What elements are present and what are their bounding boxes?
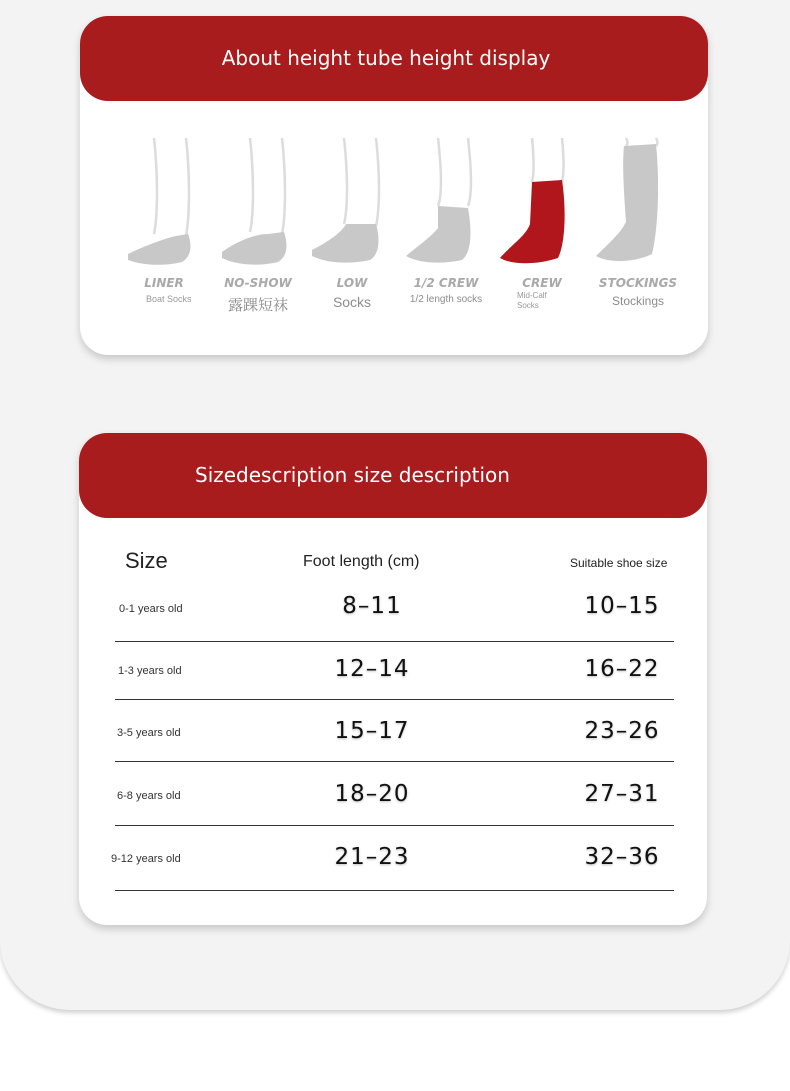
sock-sub: Mid-Calf Socks	[517, 291, 547, 310]
foot-length-cell: 21–23	[334, 844, 410, 870]
sock-name: LINER	[144, 276, 184, 290]
crew-sock-icon	[492, 134, 592, 274]
foot-length-cell: 8–11	[342, 593, 402, 619]
age-cell: 9-12 years old	[111, 853, 181, 865]
foot-length-column-header: Foot length (cm)	[303, 553, 420, 570]
age-cell: 6-8 years old	[117, 790, 181, 802]
row-divider	[115, 825, 674, 826]
table-row	[111, 716, 675, 776]
table-row	[111, 842, 675, 902]
age-cell: 1-3 years old	[118, 665, 182, 677]
shoe-size-cell: 10–15	[584, 593, 660, 619]
sock-stockings	[588, 134, 688, 334]
row-divider	[115, 699, 674, 700]
sock-half-crew	[396, 134, 496, 334]
table-row	[111, 591, 675, 651]
liner-sock-icon	[114, 134, 214, 274]
shoe-size-column-header: Suitable shoe size	[570, 556, 668, 570]
low-sock-icon	[302, 134, 402, 274]
size-description-card	[79, 433, 707, 925]
foot-length-cell: 12–14	[334, 656, 410, 682]
sock-sub: Socks	[332, 294, 372, 310]
sock-name: NO-SHOW	[224, 276, 292, 290]
sock-sub: 露踝短袜	[227, 297, 288, 314]
half-crew-sock-icon	[396, 134, 496, 274]
sock-liner	[114, 134, 214, 334]
sock-crew	[492, 134, 592, 334]
row-divider	[115, 641, 674, 642]
sock-low	[302, 134, 402, 334]
shoe-size-cell: 23–26	[584, 718, 660, 744]
foot-length-cell: 18–20	[334, 781, 410, 807]
sock-no-show	[208, 134, 308, 334]
sock-sub: Boat Socks	[146, 294, 192, 304]
sock-name: CREW	[522, 276, 562, 290]
no-show-sock-icon	[208, 134, 308, 274]
sock-sub: Stockings	[611, 294, 665, 308]
shoe-size-cell: 16–22	[584, 656, 660, 682]
sock-name: STOCKINGS	[598, 276, 678, 290]
table-row	[111, 779, 675, 839]
height-display-title: About height tube height display	[80, 16, 708, 101]
sock-name: LOW	[336, 276, 368, 290]
size-description-title: Sizedescription size description	[79, 433, 707, 518]
height-display-card	[80, 16, 708, 355]
table-row	[111, 654, 675, 714]
shoe-size-cell: 27–31	[584, 781, 660, 807]
age-cell: 3-5 years old	[117, 727, 181, 739]
sock-sub: 1/2 length socks	[409, 294, 483, 305]
sock-name: 1/2 CREW	[413, 276, 479, 290]
foot-length-cell: 15–17	[334, 718, 410, 744]
shoe-size-cell: 32–36	[584, 844, 660, 870]
sock-illustrations	[80, 134, 708, 334]
size-column-header: Size	[125, 548, 168, 573]
age-cell: 0-1 years old	[119, 603, 183, 615]
row-divider	[115, 890, 674, 891]
row-divider	[115, 761, 674, 762]
stockings-sock-icon	[588, 134, 688, 274]
